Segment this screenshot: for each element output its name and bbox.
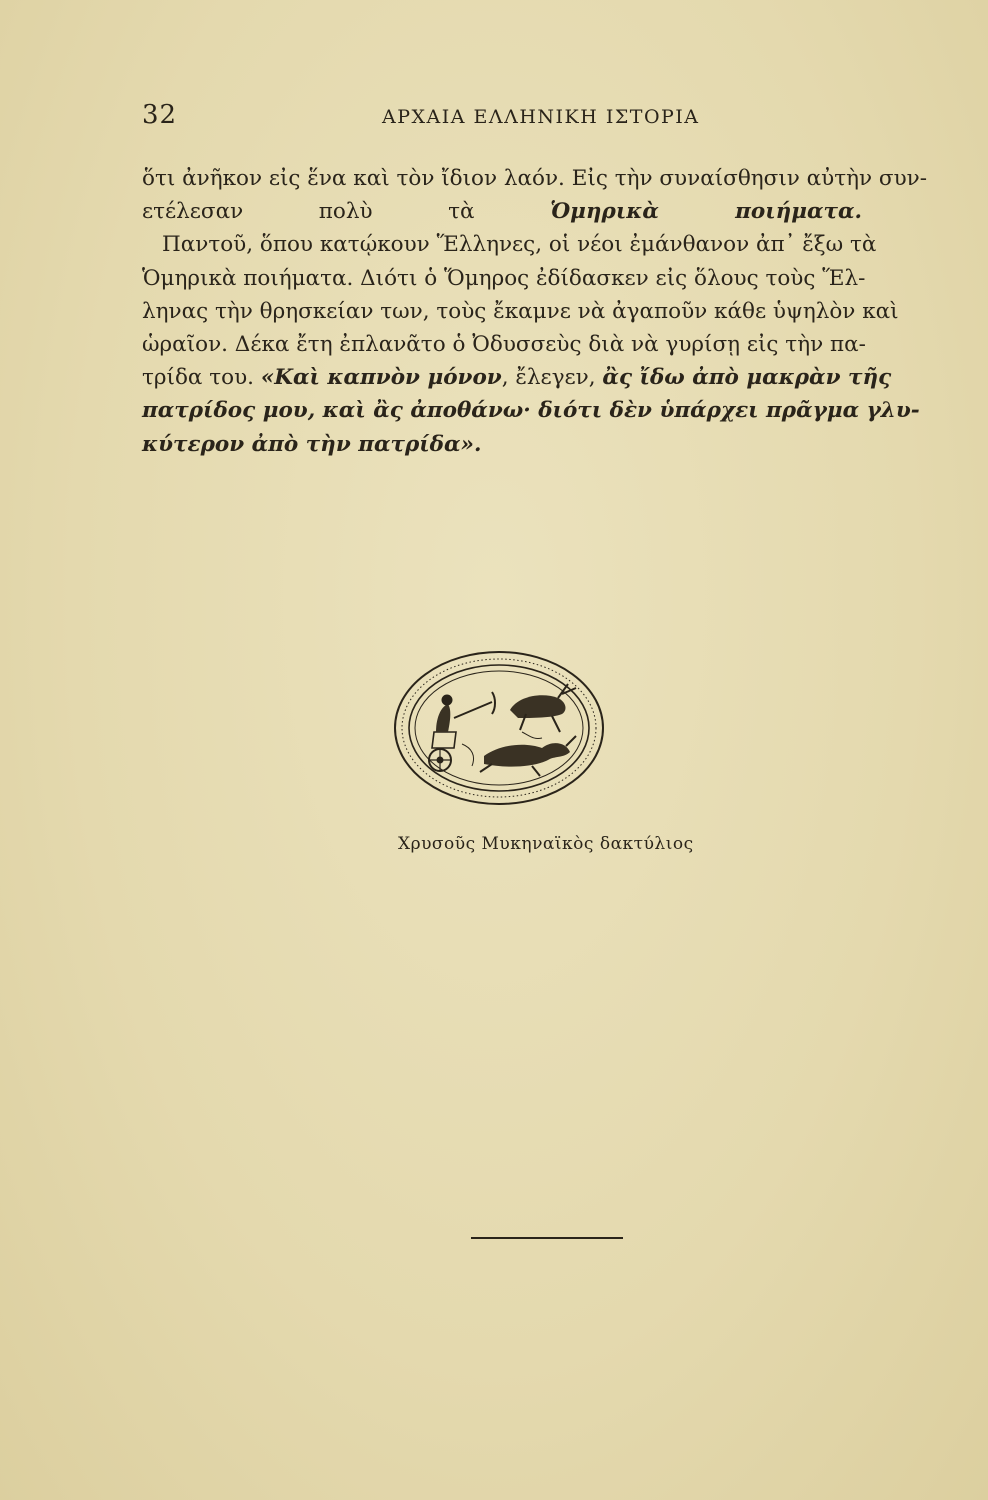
text-line bbox=[142, 428, 862, 461]
running-title: ΑΡΧΑΙΑ ΕΛΛΗΝΙΚΗ ΙΣΤΟΡΙΑ bbox=[382, 106, 700, 128]
text-run: ετέλεσαν πολὺ τὰ bbox=[142, 199, 551, 225]
italic-quote: κύτερον ἀπὸ τὴν πατρίδα». bbox=[142, 431, 482, 457]
text-line: Ὁμηρικὰ ποιήματα. Διότι ὁ Ὅμηρος ἐδίδασκεν εἰς ὅλους τοὺς Ἕλ- bbox=[142, 265, 866, 291]
body-text bbox=[142, 162, 928, 461]
text-line: ὡραῖον. Δέκα ἔτη ἐπλανᾶτο ὁ Ὀδυσσεὺς διὰ νὰ γυρίσῃ εἰς τὴν πα- bbox=[142, 332, 866, 358]
text-run: τρίδα του. bbox=[142, 365, 261, 391]
text-line: Παντοῦ, ὅπου κατῴκουν Ἕλληνες, οἱ νέοι ἐμάνθανον ἀπ᾽ ἔξω τὰ bbox=[162, 232, 877, 258]
gold-ring-illustration bbox=[392, 648, 606, 808]
italic-phrase: Ὁμηρικὰ ποιήματα. bbox=[550, 199, 863, 225]
italic-quote: πατρίδος μου, καὶ ἂς ἀποθάνω· διότι δὲν ὑπάρχει πρᾶγμα γλυ- bbox=[142, 398, 920, 424]
text-line: ὅτι ἀνῆκον εἰς ἕνα καὶ τὸν ἴδιον λαόν. Εἰς τὴν συναίσθησιν αὐτὴν συν- bbox=[142, 166, 928, 191]
italic-quote: ἂς ἴδω ἀπὸ μακρὰν τῆς bbox=[602, 365, 892, 391]
text-line: ληνας τὴν θρησκείαν των, τοὺς ἔκαμνε νὰ ἀγαποῦν κάθε ὑψηλὸν καὶ bbox=[142, 298, 899, 324]
text-line bbox=[142, 195, 862, 228]
italic-quote: «Καὶ καπνὸν μόνον bbox=[260, 365, 502, 391]
page-number: 32 bbox=[142, 100, 178, 130]
text-line bbox=[142, 361, 892, 394]
text-line bbox=[142, 394, 920, 427]
text-run: , ἔλεγεν, bbox=[501, 365, 603, 391]
figure-caption: Χρυσοῦς Μυκηναϊκὸς δακτύλιος bbox=[398, 834, 694, 854]
section-divider bbox=[471, 1237, 623, 1239]
